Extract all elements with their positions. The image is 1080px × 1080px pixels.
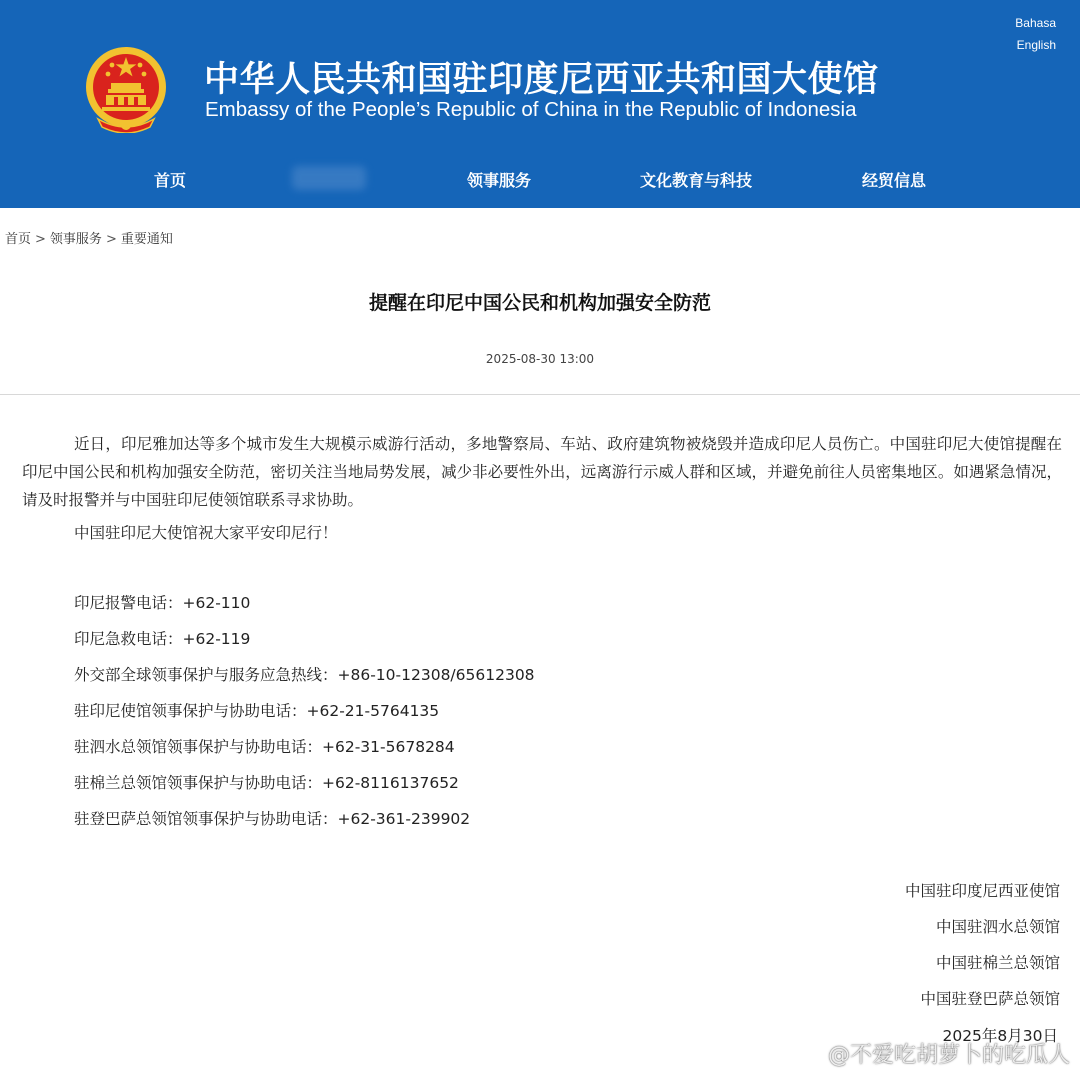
contact-item: 驻印尼使馆领事保护与协助电话：+62-21-5764135 xyxy=(74,702,440,720)
weibo-watermark xyxy=(796,1038,1070,1069)
nav-item-trade-info[interactable]: 经贸信息 xyxy=(862,171,927,190)
embassy-title-english: Embassy of the People’s Republic of China in the Republic of Indonesia xyxy=(205,98,857,121)
breadcrumb-separator: > xyxy=(35,232,46,247)
breadcrumb-consular[interactable]: 领事服务 xyxy=(49,232,102,247)
signature-date: 2025年8月30日 xyxy=(942,1027,1058,1045)
contact-item: 外交部全球领事保护与服务应急热线：+86-10-12308/65612308 xyxy=(74,666,535,684)
article-blessing: 中国驻印尼大使馆祝大家平安印尼行！ xyxy=(74,524,338,542)
contact-list xyxy=(74,591,535,843)
breadcrumb xyxy=(5,228,173,247)
contact-item: 驻棉兰总领馆领事保护与协助电话：+62-8116137652 xyxy=(74,774,459,792)
contact-item: 驻登巴萨总领馆领事保护与协助电话：+62-361-239902 xyxy=(74,810,471,828)
signature-list xyxy=(905,879,1060,1023)
signature-item: 中国驻泗水总领馆 xyxy=(935,918,1060,936)
watermark-text: @不爱吃胡萝卜的吃瓜人 xyxy=(827,1043,1070,1068)
embassy-title-chinese: 中华人民共和国驻印度尼西亚共和国大使馆 xyxy=(204,60,879,100)
article-paragraph: 近日，印尼雅加达等多个城市发生大规模示威游行活动，多地警察局、车站、政府建筑物被烧毁并造成印尼人员伤亡。中国驻印尼大使馆提醒在印尼中国公民和机构加强安全防范，密切关注当地局势发展，减少非必要性外出，远离游行示威人群和区域，并避免前往人员密集地区。如遇紧急情况，请及时报警并与中国驻印尼使领馆联系寻求协助。 xyxy=(22,435,1062,509)
article-title: 提醒在印尼中国公民和机构加强安全防范 xyxy=(368,292,711,314)
signature-item: 中国驻登巴萨总领馆 xyxy=(920,990,1060,1008)
signature-item: 中国驻棉兰总领馆 xyxy=(935,954,1060,972)
breadcrumb-home[interactable]: 首页 xyxy=(5,232,32,247)
national-emblem-icon[interactable] xyxy=(84,45,168,133)
nav-item-consular-services[interactable]: 领事服务 xyxy=(467,171,532,190)
signature-item: 中国驻印度尼西亚使馆 xyxy=(904,882,1060,900)
main-nav xyxy=(0,160,1080,200)
contact-item: 驻泗水总领馆领事保护与协助电话：+62-31-5678284 xyxy=(74,738,455,756)
divider xyxy=(0,394,1080,395)
weibo-logo-icon xyxy=(796,1043,824,1065)
article-date: 2025-08-30 13:00 xyxy=(485,352,595,366)
contact-item: 印尼急救电话：+62-119 xyxy=(74,630,251,648)
language-switcher xyxy=(1015,12,1056,56)
contact-item: 印尼报警电话：+62-110 xyxy=(74,594,251,612)
site-header xyxy=(0,0,1080,208)
breadcrumb-notice[interactable]: 重要通知 xyxy=(120,232,173,247)
language-link-bahasa[interactable]: Bahasa xyxy=(1015,16,1056,30)
language-link-english[interactable]: English xyxy=(1016,38,1056,52)
nav-item-home[interactable]: 首页 xyxy=(154,171,187,190)
breadcrumb-separator: > xyxy=(105,232,117,247)
nav-item-culture-education[interactable]: 文化教育与科技 xyxy=(640,171,753,190)
